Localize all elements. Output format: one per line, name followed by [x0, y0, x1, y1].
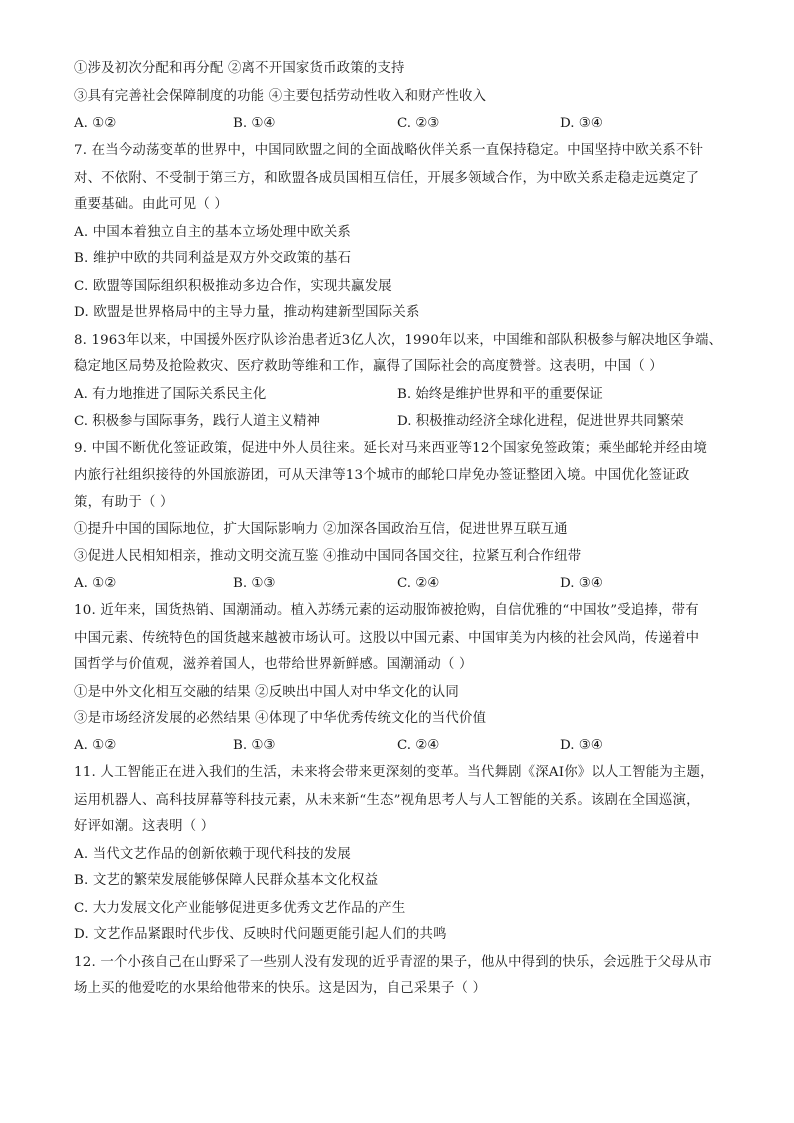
q8-option-a[interactable]: A. 有力地推进了国际关系民主化: [74, 387, 267, 402]
q7-stem-line-3: 重要基础。由此可见（ ）: [74, 197, 228, 212]
q11-stem-line-1: 11. 人工智能正在进入我们的生活，未来将会带来更深刻的变革。当代舞剧《深AI你》以人工智能为主题，: [74, 765, 714, 780]
q9-statement-line-1: ①提升中国的国际地位，扩大国际影响力 ②加深各国政治互信，促进世界互联互通: [74, 522, 568, 537]
q8-stem-line-1: 8. 1963年以来，中国援外医疗队诊治患者近3亿人次，1990年以来，中国维和部队积极参与解决地区争端、: [74, 333, 723, 348]
q11-option-d[interactable]: D. 文艺作品紧跟时代步伐、反映时代问题更能引起人们的共鸣: [74, 927, 447, 942]
q6-option-a[interactable]: A. ①②: [74, 116, 117, 131]
q6-option-c[interactable]: C. ②③: [397, 116, 440, 131]
q6-statement-line-2: ③具有完善社会保障制度的功能 ④主要包括劳动性收入和财产性收入: [74, 89, 487, 104]
q7-option-c[interactable]: C. 欧盟等国际组织积极推动多边合作，实现共赢发展: [74, 279, 392, 294]
q8-option-d[interactable]: D. 积极推动经济全球化进程，促进世界共同繁荣: [397, 414, 684, 429]
q10-stem-line-3: 国哲学与价值观，滋养着国人，也带给世界新鲜感。国潮涌动（ ）: [74, 657, 473, 672]
q10-stem-line-1: 10. 近年来，国货热销、国潮涌动。植入苏绣元素的运动服饰被抢购，自信优雅的“中国妆”受追捧，带有: [74, 603, 699, 618]
q8-option-c[interactable]: C. 积极参与国际事务，践行人道主义精神: [74, 414, 320, 429]
q10-option-d[interactable]: D. ③④: [560, 738, 603, 753]
q8-stem-line-2: 稳定地区局势及抢险救灾、医疗救助等维和工作，赢得了国际社会的高度赞誉。这表明，中国（ ）: [74, 359, 663, 374]
q11-option-b[interactable]: B. 文艺的繁荣发展能够保障人民群众基本文化权益: [74, 873, 379, 888]
q12-stem-line-1: 12. 一个小孩自己在山野采了一些别人没有发现的近乎青涩的果子，他从中得到的快乐，会远胜于父母从市: [74, 955, 712, 970]
q6-option-d[interactable]: D. ③④: [560, 116, 603, 131]
q11-option-a[interactable]: A. 当代文艺作品的创新依赖于现代科技的发展: [74, 847, 352, 862]
q7-stem-line-2: 对、不依附、不受制于第三方，和欧盟各成员国相互信任，开展多领域合作，为中欧关系走稳走远奠定了: [74, 171, 700, 186]
q7-option-d[interactable]: D. 欧盟是世界格局中的主导力量，推动构建新型国际关系: [74, 305, 420, 320]
q6-option-b[interactable]: B. ①④: [233, 116, 276, 131]
q11-stem-line-2: 运用机器人、高科技屏幕等科技元素，从未来新“生态”视角思考人与人工智能的关系。该剧在全国巡演，: [74, 793, 700, 808]
q10-option-a[interactable]: A. ①②: [74, 738, 117, 753]
q9-option-c[interactable]: C. ②④: [397, 576, 440, 591]
q11-stem-line-3: 好评如潮。这表明（ ）: [74, 819, 215, 834]
q10-stem-line-2: 中国元素、传统特色的国货越来越被市场认可。这股以中国元素、中国审美为内核的社会风尚，传递着中: [74, 631, 700, 646]
q9-stem-line-2: 内旅行社组织接待的外国旅游团，可从天津等13个城市的邮轮口岸免办签证整团入境。中国优化签证政: [74, 468, 690, 483]
q10-option-c[interactable]: C. ②④: [397, 738, 440, 753]
q9-statement-line-2: ③促进人民相知相亲，推动文明交流互鉴 ④推动中国同各国交往，拉紧互利合作纽带: [74, 549, 582, 564]
q8-option-b[interactable]: B. 始终是维护世界和平的重要保证: [397, 387, 603, 402]
q9-stem-line-1: 9. 中国不断优化签证政策，促进中外人员往来。延长对马来西亚等12个国家免签政策；乘坐邮轮并经由境: [74, 441, 708, 456]
q10-statement-line-1: ①是中外文化相互交融的结果 ②反映出中国人对中华文化的认同: [74, 685, 459, 700]
q10-option-b[interactable]: B. ①③: [233, 738, 276, 753]
q12-stem-line-2: 场上买的他爱吃的水果给他带来的快乐。这是因为，自己采果子（ ）: [74, 981, 487, 996]
q9-option-a[interactable]: A. ①②: [74, 576, 117, 591]
q7-option-b[interactable]: B. 维护中欧的共同利益是双方外交政策的基石: [74, 251, 352, 266]
q9-stem-line-3: 策，有助于（ ）: [74, 495, 174, 510]
q10-statement-line-2: ③是市场经济发展的必然结果 ④体现了中华优秀传统文化的当代价值: [74, 711, 487, 726]
q11-option-c[interactable]: C. 大力发展文化产业能够促进更多优秀文艺作品的产生: [74, 901, 406, 916]
q9-option-b[interactable]: B. ①③: [233, 576, 276, 591]
q7-option-a[interactable]: A. 中国本着独立自主的基本立场处理中欧关系: [74, 225, 352, 240]
q6-statement-line-1: ①涉及初次分配和再分配 ②离不开国家货币政策的支持: [74, 61, 405, 76]
q9-option-d[interactable]: D. ③④: [560, 576, 603, 591]
q7-stem-line-1: 7. 在当今动荡变革的世界中，中国同欧盟之间的全面战略伙伴关系一直保持稳定。中国坚持中欧关系不针: [74, 143, 704, 158]
